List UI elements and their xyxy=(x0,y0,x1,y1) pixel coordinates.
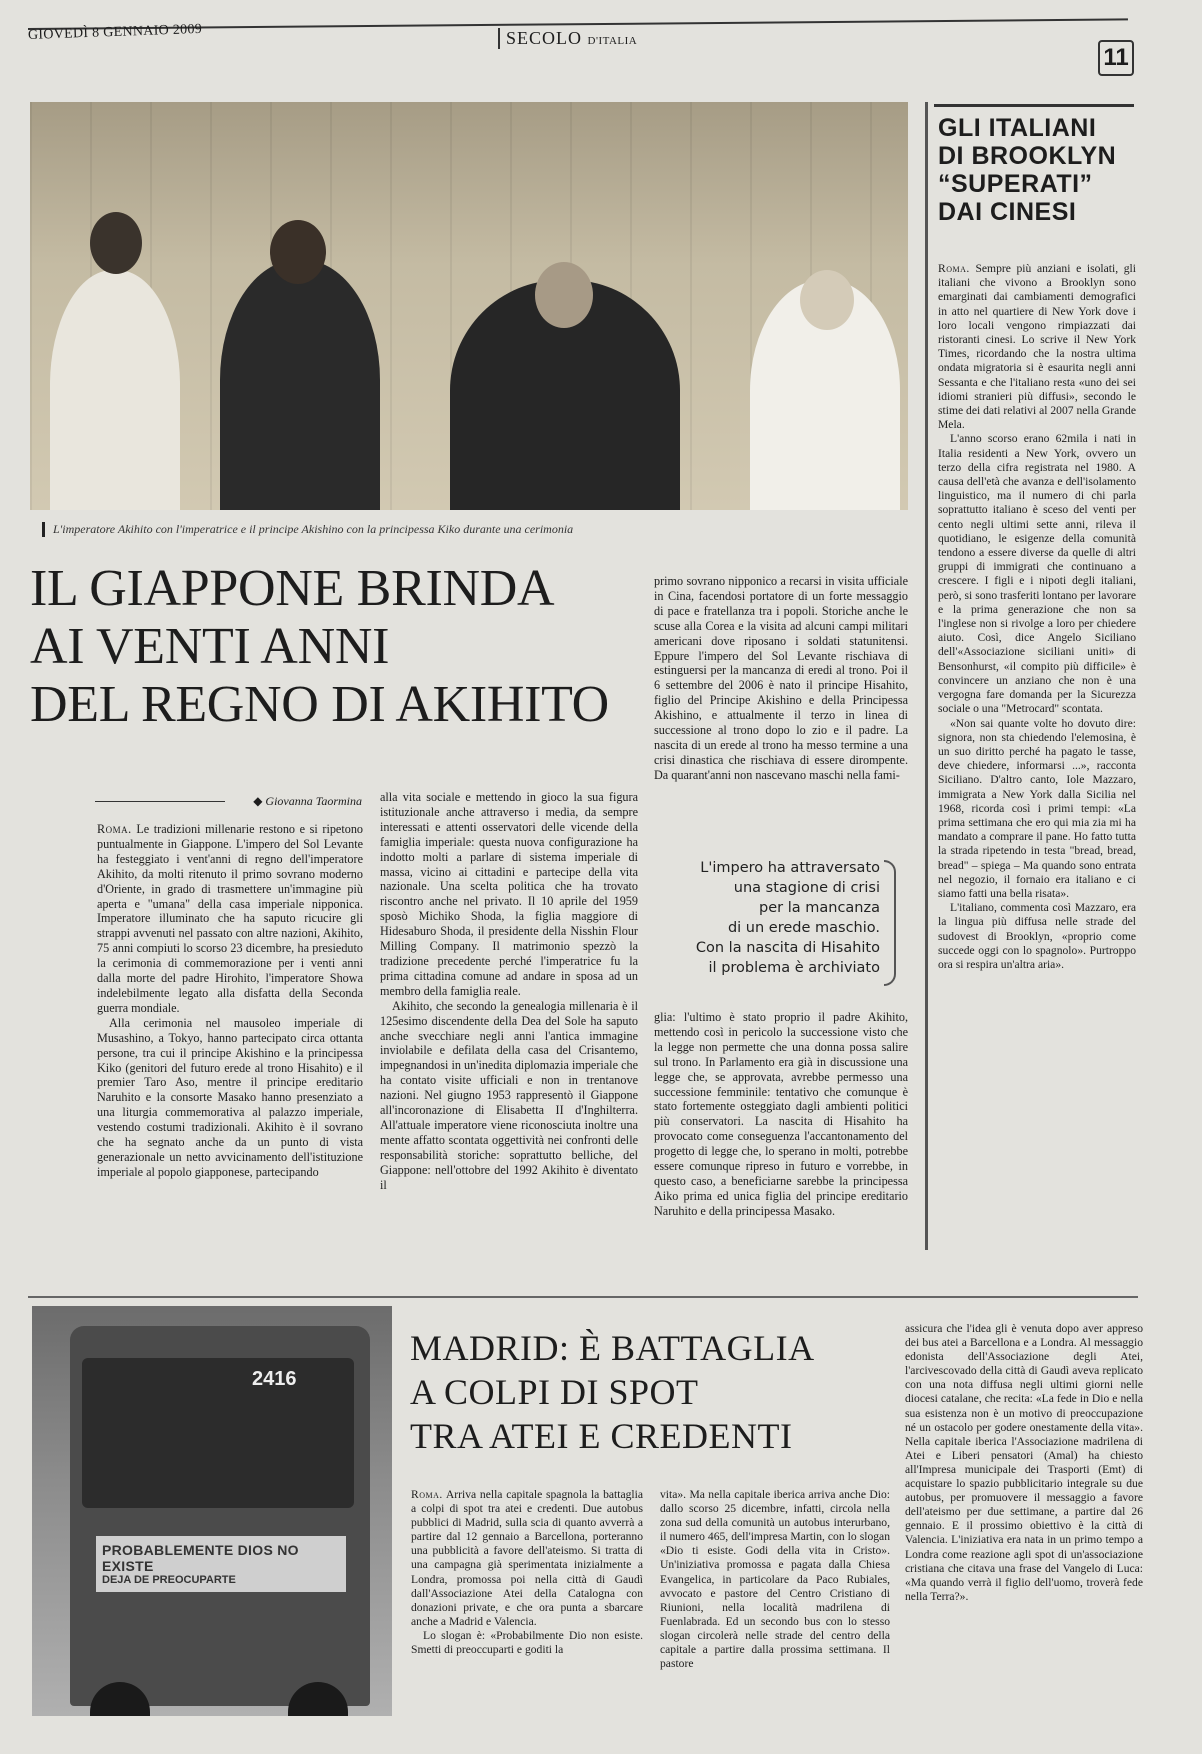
section-separator xyxy=(28,1296,1138,1298)
bus-advert-line: PROBABLEMENTE DIOS NO EXISTE xyxy=(102,1542,299,1574)
dateline: Roma. xyxy=(411,1488,443,1501)
paragraph-text: Le tradizioni millenarie restono e si ripetono puntualmente in Giappone. L'impero del Sol Levante ha festeggiato i vent'anni di regno dell'imperatore Akihito, da molti ritenuto il primo sovrano moderno d'Oriente, in grado di trasmettere un'immagine più aperta e "umana" della casa imperiale nipponica. Imperatore illuminato che ha saputo ricucire gli strappi avvenuti nel passato con altre nazioni, Akihito, 75 anni compiuti lo scorso 23 dicembre, ha presieduto la cerimonia di commemorazione per i venti anni dalla morte del padre Hirohito, l'imperatore Showa indelebilmente legato alla disfatta della Seconda guerra mondiale. xyxy=(97,822,364,1015)
article-paragraph: Akihito, che secondo la genealogia millenaria è il 125esimo discendente della Dea del Sole ha saputo anche svecchiare negli anni l'antica immagine inviolabile e defilata della casa del Crisantemo, impegnandosi in un'inedita diplomazia imperiale che ha contato visite ufficiali e non in trentanove nazioni. Nel giugno 1953 rappresentò il Giappone all'incoronazione di Elisabetta II d'Inghilterra. All'attuale imperatore viene riconosciuta inoltre una mente affatto scontata oggettività nei confronti delle responsabilità storiche: soprattutto belliche, del Giappone: nell'ottobre del 1992 Akihito è diventato il xyxy=(380,998,638,1192)
bus-photo xyxy=(32,1306,392,1716)
photo-figure-prince xyxy=(220,260,380,510)
main-headline-line: DEL REGNO DI AKIHITO xyxy=(30,676,609,733)
article-paragraph: Alla cerimonia nel mausoleo imperiale di Musashino, a Tokyo, hanno partecipato circa ottanta persone, tra cui il principe Akishino e la principessa Kiko (genitori del futuro erede al trono Hisahito) e il premier Taro Aso, mentre il principe ereditario Naruhito e la consorte Masako hanno presenziato a una liturgia commemorativa al palazzo imperiale, vestendo costumi tradizionali. Akihito è il sovrano che ha segnato anche da un punto di vista generazionale un netto avvicinamento dell'istituzione imperiale al popolo giapponese, partecipando xyxy=(97,1015,363,1179)
paragraph-text: Sempre più anziani e isolati, gli italiani che vivono a Brooklyn sono emarginati dai cambiamenti demografici in atto nel quartiere di New York dove i loro locali vengono rimpiazzati dai ristoranti cinesi. Lo scrive il New York Times, ricordando che la nostra ultima ondata migratoria si è esaurita negli anni Sessanta e che l'italiano resta «uno dei sei idiomi stranieri più diffusi», secondo le stime dei dati relativi al 2007 nella Grande Mela. xyxy=(938,262,1136,432)
pull-quote-line: per la mancanza xyxy=(759,900,880,916)
article-paragraph: vita». Ma nella capitale iberica arriva anche Dio: dallo scorso 25 dicembre, infatti, circola nella zona sud della comunità un autobus interurbano, il numero 465, dell'impresa Martin, con lo slogan «Dio ti esiste. Godi della vita in Cristo». Un'iniziativa promossa e pagata dalla Chiesa Evangelica, in particolare da Paco Rubiales, avvocato e pastore del Centro Cristiano di Riunioni, nella località madrilena di Fuenlabrada. Ed un secondo bus con lo stesso slogan circolerà nelle strade del centro della capitale a partire dalla prossima settimana. Il pastore xyxy=(660,1488,890,1671)
bus-advert xyxy=(96,1536,346,1592)
bottom-headline xyxy=(410,1326,850,1458)
side-headline xyxy=(938,114,1138,226)
article-paragraph: L'anno scorso erano 62mila i nati in Italia residenti a New York, ovvero un terzo della cifra registrata nel 1980. A causa dell'età che avanza e dell'isolamento linguistico, ma il numero di chi parla soprattutto italiano è sceso del venti per cento negli ultimi sette anni, rileva il quotidiano, le esigenze della comunità tendono a essere diverse da quelle di altri gruppi di immigrati che continuano a crescere. I figli e i nipoti degli italiani, però, si sono trasferiti lontano per lavorare e la prima generazione che non sa l'inglese non si rivolge a loro per chiedere aiuto. Così, dice Angelo Siciliano dell'«Associazione siciliani uniti» di Bensonhurst, «il compito più difficile» è convincere un anziano che non è una vergogna fare domanda per la Sicurezza sociale o una "Metrocard" scontata. xyxy=(938,432,1136,716)
bus-advert-line: DEJA DE PREOCUPARTE xyxy=(102,1574,236,1586)
side-headline-line: “SUPERATI” xyxy=(938,170,1093,198)
photo-figure-princess xyxy=(50,270,180,510)
bottom-headline-line: MADRID: È BATTAGLIA xyxy=(410,1328,815,1368)
main-headline-line: IL GIAPPONE BRINDA xyxy=(30,560,555,617)
bottom-article-column-2 xyxy=(660,1488,890,1671)
article-paragraph xyxy=(97,822,363,1016)
pull-quote xyxy=(648,858,880,978)
main-article-column-2 xyxy=(380,790,638,1192)
header-date: GIOVEDÌ 8 GENNAIO 2009 xyxy=(27,21,203,43)
article-paragraph: L'italiano, commenta così Mazzaro, era la lingua più diffusa nelle strade del sudovest di Brooklyn, «proprio come succede oggi con lo spagnolo». Purtroppo ora si respira un'altra aria». xyxy=(938,901,1136,971)
article-paragraph xyxy=(938,262,1136,432)
dateline: Roma. xyxy=(938,262,970,275)
photo-head-empress xyxy=(800,270,854,330)
imperial-family-photo xyxy=(30,102,908,510)
photo-head-emperor xyxy=(535,262,593,328)
article-paragraph: glia: l'ultimo è stato proprio il padre Akihito, mettendo così in pericolo la successione visto che la legge non permette che una donna possa salire sul trono. In Parlamento era già in discussione una legge che, se approvata, avrebbe permesso una successione femminile: tentativo che comunque è stato fortemente osteggiato dagli ambienti politici più conservatori. La nascita di Hisahito ha provocato come conseguenza l'accantonamento del progetto di legge che, lo sperano in molti, potrebbe essere comunque ripreso in futuro e vorrebbe, in questo caso, a beneficiarne sarebbe la principessa Aiko prima ed unica figlia del principe ereditario Naruhito e della principessa Masako. xyxy=(654,1010,908,1218)
main-article-column-1 xyxy=(97,822,363,1180)
photo-head-prince xyxy=(270,220,326,284)
side-headline-line: DAI CINESI xyxy=(938,198,1077,226)
photo-caption: L'imperatore Akihito con l'imperatrice e il principe Akishino con la principessa Kiko durante una cerimonia xyxy=(42,522,913,537)
page-number: 11 xyxy=(1098,40,1134,76)
bus-windshield xyxy=(82,1358,354,1508)
main-article-column-3-top xyxy=(654,574,908,783)
side-headline-line: GLI ITALIANI xyxy=(938,114,1097,142)
paragraph-text: Arriva nella capitale spagnola la battaglia a colpi di spot tra atei e credenti. Due autobus pubblici di Madrid, sulla scia di quanto avverrà a partire dal 12 gennaio a Barcellona, porteranno una pubblicità a favore dell'ateismo. Si tratta di una campagna già sperimentata inizialmente a Londra, promossa poi nella città di Gaudì dall'Associazione Atei della Catalogna con donazioni private, e che ora punta a sbarcare anche a Madrid e Valencia. xyxy=(411,1488,643,1628)
pull-quote-bracket xyxy=(884,860,896,986)
bottom-headline-line: A COLPI DI SPOT xyxy=(410,1372,699,1412)
main-headline xyxy=(30,560,640,734)
newspaper-suffix: D'ITALIA xyxy=(587,35,638,47)
article-paragraph: primo sovrano nipponico a recarsi in visita ufficiale in Cina, facendosi portatore di un forte messaggio di pace e fratellanza tra i popoli. Storiche anche le scuse alla Corea e la visita ad alcuni campi militari americani dove riposano i soldati statunitensi. Eppure l'impero del Sol Levante rischiava di estinguersi per la mancanza di eredi al trono. Poi il 6 settembre del 2006 è nato il principe Hisahito, figlio del Principe Akishino e della Principessa Akishino, e attualmente il terzo in linea di successione al trono dopo lo zio e il padre. La nascita di un erede al trono ha messo termine a una crisi dinastica che rischiava di essere dirompente. Da quarant'anni non nascevano maschi nella fami- xyxy=(654,574,908,782)
byline: ◆ Giovanna Taormina xyxy=(95,794,362,809)
side-column-rule xyxy=(925,102,928,1250)
pull-quote-line: Con la nascita di Hisahito xyxy=(695,940,880,956)
article-paragraph: «Non sai quante volte ho dovuto dire: signora, non sta chiedendo l'elemosina, è un suo diritto perché ha pagato le tasse, deve chiedere, informarsi ...», racconta Siciliano. D'altro canto, Iole Mazzaro, immigrata a New York dalla Sicilia nel 1968, ricorda così i primi tempi: «La prima settimana che ero qui mia zia mi ha mandato a comprare il pane. Ho fatto tutta la strada ripetendo in testa "bread, bread, bread" – spiega – Ma quando sono entrata nel negozio, il fornaio era italiano e ci siamo fatti una bella risata». xyxy=(938,716,1136,900)
article-paragraph: alla vita sociale e mettendo in gioco la sua figura istituzionale anche attraverso i media, da sempre interessati e attenti osservatori delle vicende della famiglia imperiale: questa nuova configurazione ha indotto molti a parlare di sistema imperiale di massa, vicino ai cittadini e partecipe della vita nazionale. Una scelta politica che ha trovato riscontro anche nel privato. Il 10 aprile del 1959 sposò Michiko Shoda, la figlia maggiore di Hidesaburo Shoda, il presidente della Nisshin Flour Milling Company. Il matrimonio spezzò la tradizione precedente perché l'imperatrice fu la prima cittadina comune ad andare in sposa ad un membro della famiglia reale. xyxy=(380,790,638,998)
side-column-top-rule xyxy=(934,104,1134,107)
bus-number: 2416 xyxy=(252,1368,297,1390)
side-headline-line: DI BROOKLYN xyxy=(938,142,1117,170)
dateline: Roma. xyxy=(97,822,132,836)
bottom-headline-line: TRA ATEI E CREDENTI xyxy=(410,1416,793,1456)
newspaper-name: SECOLO xyxy=(506,28,583,48)
article-paragraph xyxy=(411,1488,643,1629)
pull-quote-line: una stagione di crisi xyxy=(733,880,880,896)
newspaper-logo xyxy=(498,28,637,49)
main-headline-line: AI VENTI ANNI xyxy=(30,618,390,675)
bottom-article-column-1 xyxy=(411,1488,643,1657)
side-article-column xyxy=(938,262,1136,972)
article-paragraph: assicura che l'idea gli è venuta dopo aver appreso dei bus atei a Barcellona e a Londra. Al messaggio edonista dell'Associazione degli Atei, l'arcivescovado della città di Gaudì aveva replicato con una nota diffusa negli ultimi giorni nelle diocesi catalane, che recita: «La fede in Dio e nella sua esistenza non è un motivo di preoccupazione né un ostacolo per godere onestamente della vita». Nella capitale iberica l'Associazione madrilena di Atei e Liberi pensatori (Amal) ha chiesto all'Impresa municipale dei Trasporti (Emt) di acquistare lo spazio pubblicitario integrale su due autobus, per promuovere il messaggio a favore dell'ateismo per due settimane, a partire dal 26 gennaio. E il prossimo obiettivo è la città di Valencia. L'iniziativa era nata in un primo tempo a Londra come reazione agli spot di un'associazione cristiana che citava una frase del Vangelo di Luca: «Ma quando verrà il figlio dell'uomo, troverà fede nella Terra?». xyxy=(905,1322,1143,1603)
pull-quote-line: di un erede maschio. xyxy=(727,920,880,936)
pull-quote-line: il problema è archiviato xyxy=(708,960,880,976)
byline-author: Giovanna Taormina xyxy=(265,794,362,808)
bottom-article-column-3 xyxy=(905,1322,1143,1604)
article-paragraph: Lo slogan è: «Probabilmente Dio non esiste. Smetti di preoccuparti e goditi la xyxy=(411,1628,643,1657)
pull-quote-line: L'impero ha attraversato xyxy=(700,860,880,876)
main-article-column-3-bottom xyxy=(654,1010,908,1219)
photo-head-princess xyxy=(90,212,142,274)
